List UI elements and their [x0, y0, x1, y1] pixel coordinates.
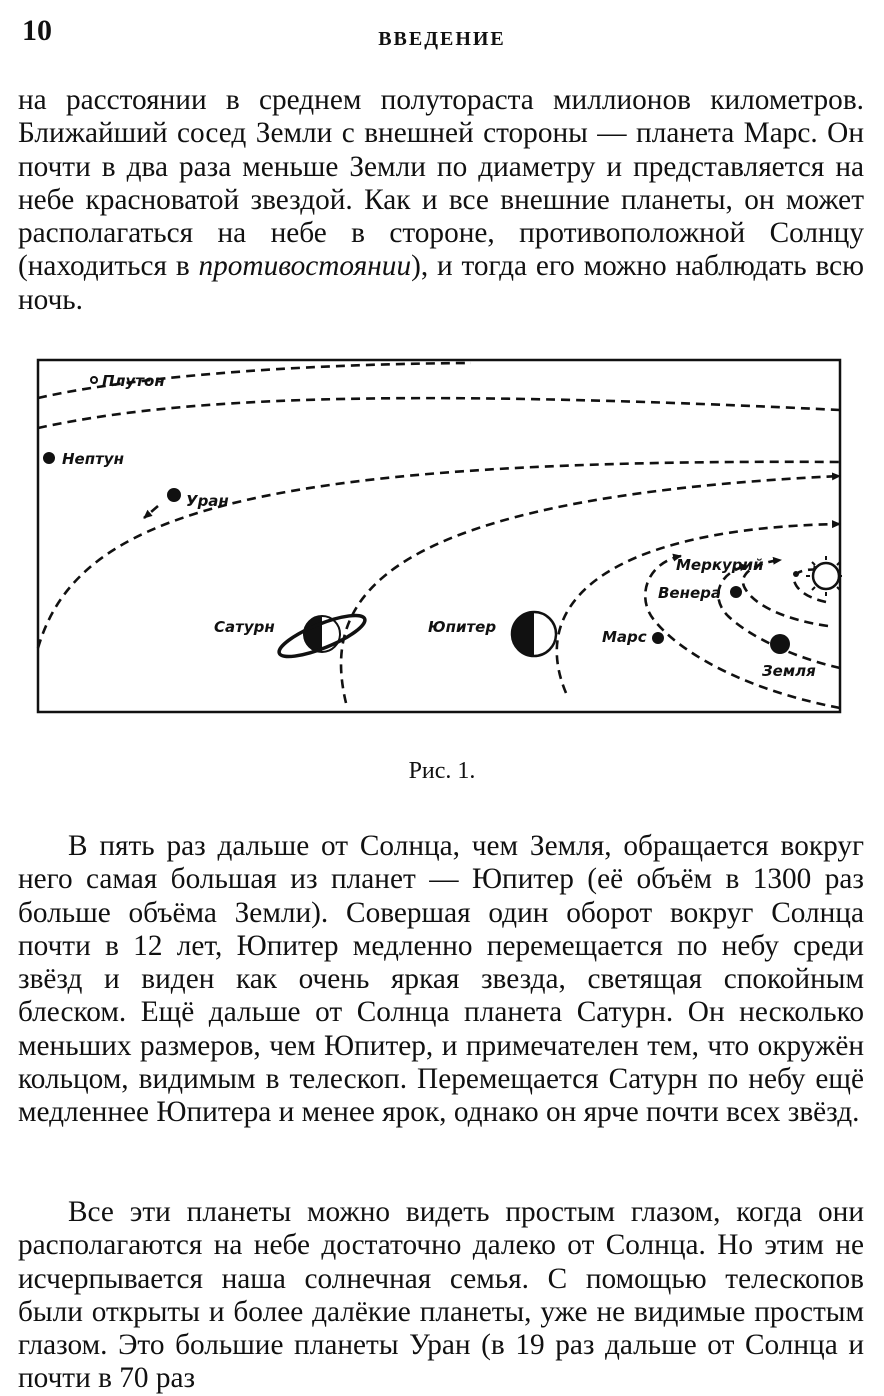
planet-labels	[62, 372, 816, 680]
label-mars: Марс	[602, 628, 647, 646]
label-mercury: Меркурий	[676, 556, 764, 574]
label-neptune: Нептун	[62, 450, 124, 468]
planet-mercury	[793, 571, 799, 577]
orbit-neptune	[38, 398, 840, 428]
solar-system-diagram	[36, 358, 844, 718]
running-head: ВВЕДЕНИЕ	[378, 28, 506, 50]
paragraph-1-italic-term: противостоянии	[198, 250, 412, 283]
page-number: 10	[22, 14, 52, 47]
label-earth: Земля	[762, 662, 816, 680]
planet-saturn	[275, 608, 369, 665]
paragraph-1-text-end: ), и тогда его можно наблюдать всю ночь.	[18, 250, 865, 316]
paragraph-3: Все эти планеты можно видеть простым глазом, когда они располагаются на небе достаточно далеко от Солнца. Но этим не исчерпывается наша солнечная семья. С помощью телескопов были открыты и более далёкие планеты, уже не видимые простым глазом. Это большие планеты Уран (в 19 раз дальше от Солнца и почти в 70 раз	[18, 1196, 864, 1395]
planets	[43, 377, 799, 664]
orbit-arrow-left	[144, 506, 158, 518]
planet-jupiter	[512, 612, 556, 656]
paragraph-1	[18, 84, 864, 317]
figure-caption: Рис. 1.	[408, 758, 476, 784]
paragraph-2: В пять раз дальше от Солнца, чем Земля, обращается вокруг него самая большая из планет — Юпитер (её объём в 1300 раз больше объёма Земли). Совершая один оборот вокруг Солнца почти в 12 лет, Юпитер медленно перемещается по небу среди звёзд и виден как очень яркая звезда, светящая спокойным блеском. Ещё дальше от Солнца планета Сатурн. Он несколько меньших размеров, чем Юпитер, и примечателен тем, что окружён кольцом, видимым в телескоп. Перемещается Сатурн по небу ещё медленнее Юпитера и менее ярок, однако он ярче почти всех звёзд.	[18, 830, 864, 1129]
label-pluto: Плутон	[102, 372, 165, 390]
planet-pluto	[91, 377, 97, 383]
planet-venus	[730, 586, 742, 598]
solar-system-figure	[36, 358, 844, 718]
label-saturn: Сатурн	[214, 618, 275, 636]
figure-frame	[38, 360, 840, 712]
paragraph-1-text: на расстоянии в среднем полутораста миллионов километров. Ближайший сосед Земли с внешней стороны — планета Марс. Он почти в два раза меньше Земли по диаметру и представляется на небе красноватой звездой. Как и все внешние планеты, он может располагаться на небе в стороне, противоположной Солнцу (находиться в	[18, 84, 864, 283]
label-jupiter: Юпитер	[428, 618, 497, 636]
planet-earth	[770, 634, 790, 654]
sun	[806, 556, 842, 596]
planet-mars	[652, 632, 664, 644]
label-uranus: Уран	[186, 492, 229, 510]
orbits	[38, 363, 840, 708]
orbit-mars	[645, 556, 840, 708]
label-venus: Венера	[658, 584, 722, 602]
planet-uranus	[167, 488, 181, 502]
planet-neptune	[43, 452, 55, 464]
